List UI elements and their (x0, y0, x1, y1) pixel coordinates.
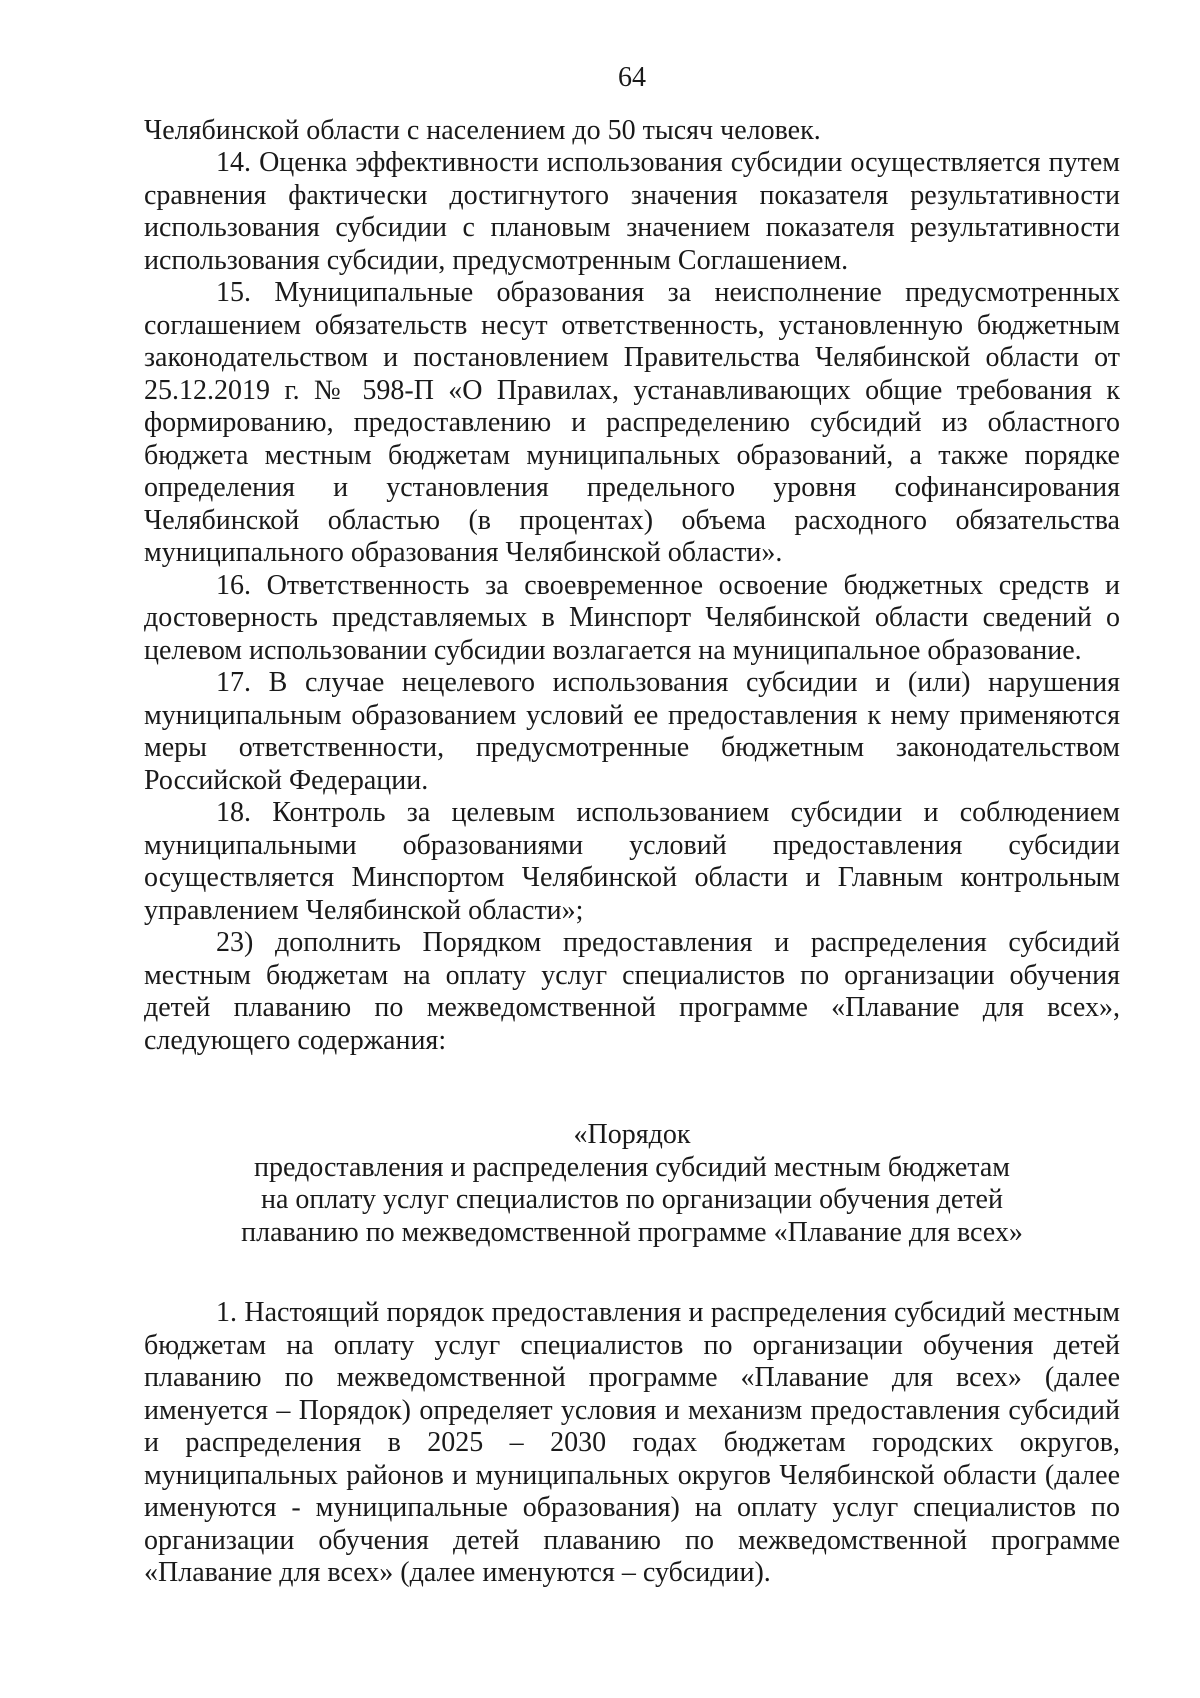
paragraph-16: 16. Ответственность за своевременное освоение бюджетных средств и достоверность представляемых в Минспорт Челябинской области сведений о целевом использовании субсидии возлагается на муниципальное образование. (144, 569, 1120, 666)
paragraph-1: 1. Настоящий порядок предоставления и распределения субсидий местным бюджетам на оплату услуг специалистов по организации обучения детей плаванию по межведомственной программе «Плавание для всех» (далее именуется – Порядок) определяет условия и механизм предоставления субсидий и распределения в 2025 – 2030 годах бюджетам городских округов, муниципальных районов и муниципальных округов Челябинской области (далее именуются - муниципальные образования) на оплату услуг специалистов по организации обучения детей плаванию по межведомственной программе «Плавание для всех» (далее именуются – субсидии). (144, 1297, 1120, 1588)
spacer (144, 1249, 1120, 1297)
section-title (144, 1119, 1120, 1249)
title-line: «Порядок (573, 1119, 691, 1150)
paragraph-18: 18. Контроль за целевым использованием субсидии и соблюдением муниципальными образованиями условий предоставления субсидии осуществляется Минспортом Челябинской области и Главным контрольным управлением Челябинской области»; (144, 797, 1120, 926)
page-number: 64 (618, 62, 646, 93)
paragraph-14: 14. Оценка эффективности использования субсидии осуществляется путем сравнения фактически достигнутого значения показателя результативности использования субсидии с плановым значением показателя результативности использования субсидии, предусмотренным Соглашением. (144, 147, 1120, 276)
title-line: предоставления и распределения субсидий местным бюджетам (253, 1151, 1011, 1183)
paragraph-continuation: Челябинской области с населением до 50 тысяч человек. (144, 114, 821, 146)
paragraph-15: 15. Муниципальные образования за неисполнение предусмотренных соглашением обязательств несут ответственность, установленную бюджетным законодательством и постановлением Правительства Челябинской области от 25.12.2019 г. № 598-П «О Правилах, устанавливающих общие требования к формированию, предоставлению и распределению субсидий из областного бюджета местным бюджетам муниципальных образований, а также порядке определения и установления предельного уровня софинансирования Челябинской областью (в процентах) объема расходного обязательства муниципального образования Челябинской области». (144, 277, 1120, 568)
paragraph-23: 23) дополнить Порядком предоставления и распределения субсидий местным бюджетам на оплату услуг специалистов по организации обучения детей плаванию по межведомственной программе «Плавание для всех», следующего содержания: (144, 927, 1120, 1056)
paragraph-17: 17. В случае нецелевого использования субсидии и (или) нарушения муниципальным образованием условий ее предоставления к нему применяются меры ответственности, предусмотренные бюджетным законодательством Российской Федерации. (144, 667, 1120, 796)
title-line: плаванию по межведомственной программе «Плавание для всех» (241, 1216, 1023, 1248)
document-page (144, 62, 1120, 1590)
title-line: на оплату услуг специалистов по организации обучения детей (261, 1184, 1003, 1215)
